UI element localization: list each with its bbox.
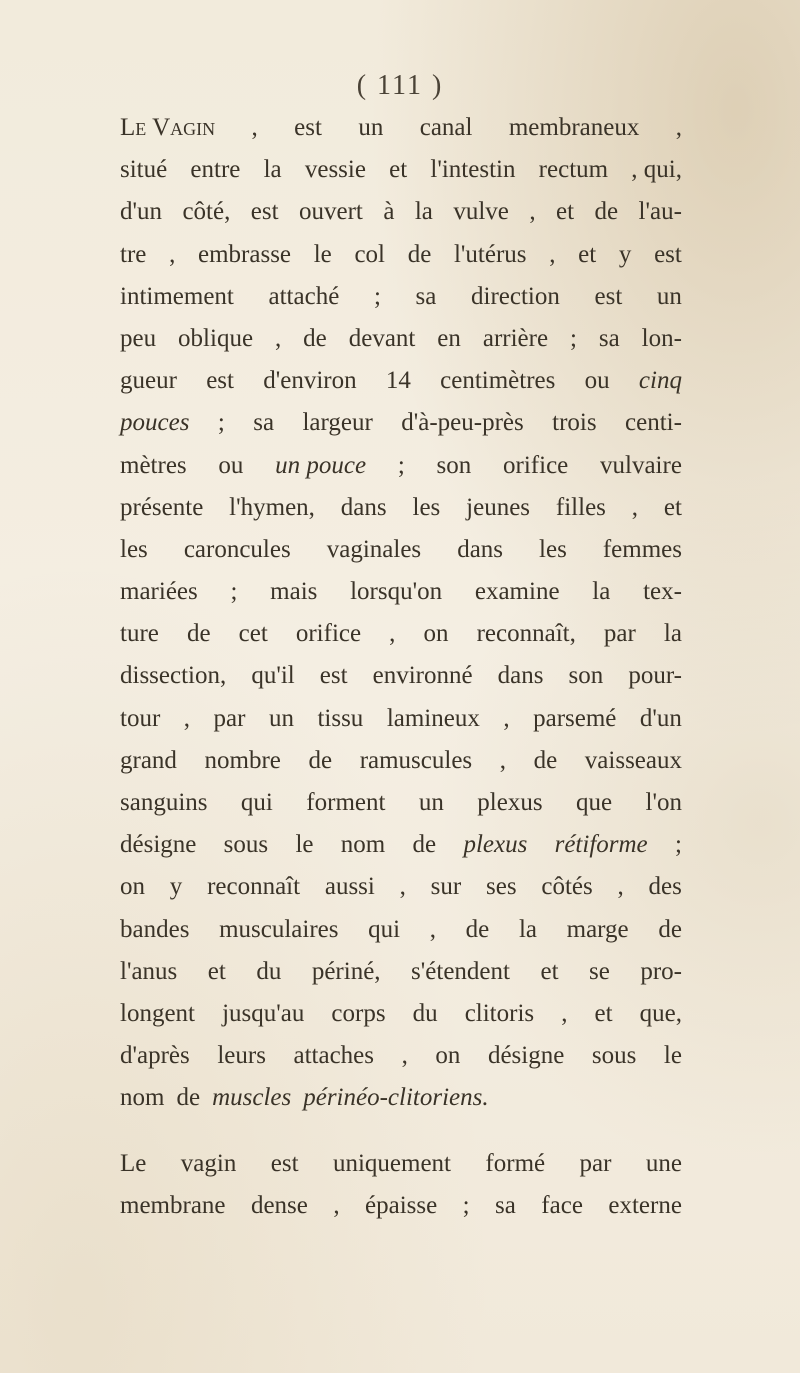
- word: le: [295, 831, 314, 859]
- word: ,: [561, 999, 568, 1027]
- word: le: [663, 1042, 682, 1070]
- word: de: [186, 620, 211, 648]
- word: ,: [401, 1042, 408, 1070]
- word: est: [319, 662, 348, 690]
- word: et: [540, 957, 559, 985]
- word: vulvaire: [600, 451, 682, 479]
- word: musculaires: [219, 915, 339, 943]
- word: attaches: [293, 1042, 375, 1070]
- paragraph: [120, 1143, 682, 1227]
- body-text: [120, 107, 682, 1227]
- word: pouces: [120, 409, 190, 437]
- text-line: [120, 824, 682, 866]
- word: est: [206, 367, 234, 395]
- text-line: [120, 360, 682, 402]
- word: dans: [457, 535, 504, 563]
- word: côtés: [541, 873, 593, 901]
- word: centi-: [625, 409, 682, 437]
- word: ;: [674, 831, 682, 859]
- word: vaisseaux: [584, 746, 682, 774]
- word: de: [308, 746, 333, 774]
- word: marge: [566, 915, 629, 943]
- word: ture: [120, 620, 159, 648]
- word: cet: [238, 620, 268, 648]
- word: l'anus: [120, 957, 178, 985]
- text-line: [120, 613, 682, 655]
- word: pour-: [628, 662, 682, 690]
- word: aussi: [324, 873, 375, 901]
- page-number: ( 111 ): [356, 70, 444, 101]
- word: formé: [485, 1149, 546, 1177]
- word: nom: [120, 1084, 165, 1112]
- word: embrasse: [198, 240, 292, 268]
- word: qu'il: [251, 662, 295, 690]
- word: caroncules: [183, 535, 291, 563]
- word: tre: [120, 240, 147, 268]
- word: grand: [120, 746, 177, 774]
- word: vaginales: [326, 535, 422, 563]
- word: ,: [503, 704, 510, 732]
- word: canal: [419, 114, 473, 141]
- word: entre: [190, 156, 241, 184]
- word: de: [658, 915, 682, 943]
- word: sa: [415, 282, 437, 310]
- word: d'un: [120, 198, 163, 226]
- word: côté,: [182, 198, 231, 226]
- word: un pouce: [275, 451, 367, 479]
- word: son: [568, 662, 604, 690]
- word: plexus: [463, 831, 528, 859]
- word: de: [176, 1084, 201, 1112]
- word: cinq: [638, 367, 682, 395]
- word: externe: [608, 1191, 682, 1219]
- word: on: [120, 873, 145, 901]
- word: on: [435, 1042, 461, 1070]
- word: et: [663, 493, 682, 521]
- word: est: [270, 1149, 299, 1177]
- word: les: [412, 493, 441, 521]
- word: y: [169, 873, 183, 901]
- word: , qui,: [631, 156, 682, 184]
- word: ,: [169, 240, 176, 268]
- word: ouvert: [299, 198, 363, 226]
- word: lamineux: [386, 704, 480, 732]
- word: du: [412, 999, 438, 1027]
- paragraph-gap: [120, 1120, 682, 1143]
- word: dense: [250, 1191, 308, 1219]
- word: est: [594, 282, 623, 310]
- word: de: [465, 915, 490, 943]
- word: de: [303, 324, 327, 352]
- word: situé: [120, 156, 168, 184]
- word: l'utérus: [453, 240, 527, 268]
- word: parsemé: [533, 704, 617, 732]
- word: est: [294, 114, 322, 141]
- word: l'on: [645, 789, 682, 816]
- word: du: [256, 957, 282, 985]
- word: 14: [385, 367, 411, 395]
- word: de: [407, 240, 432, 268]
- word: dans: [340, 493, 387, 521]
- word: est: [654, 240, 682, 268]
- text-line: [120, 107, 682, 149]
- word: tissu: [317, 704, 364, 732]
- word: ;: [462, 1191, 470, 1219]
- word: un: [358, 114, 384, 141]
- word: Le: [120, 1149, 147, 1177]
- word: par: [579, 1149, 612, 1177]
- word: un: [656, 282, 682, 310]
- word: pro-: [640, 957, 682, 985]
- word: ,: [617, 873, 624, 901]
- text-line: [120, 571, 682, 613]
- word: ,: [549, 240, 556, 268]
- word: Le Vagin: [120, 114, 216, 141]
- word: sanguins: [120, 789, 208, 816]
- word: périné,: [311, 957, 381, 985]
- word: ,: [631, 493, 639, 521]
- word: ,: [529, 198, 536, 226]
- word: sa: [253, 409, 275, 437]
- word: clitoris: [464, 999, 535, 1027]
- text-line: [120, 402, 682, 444]
- word: centimètres: [440, 367, 556, 395]
- word: ,: [429, 915, 437, 943]
- word: devant: [348, 324, 416, 352]
- word: ses: [486, 873, 517, 901]
- word: attaché: [268, 282, 340, 310]
- text-line: [120, 276, 682, 318]
- word: par: [603, 620, 636, 648]
- word: de: [412, 831, 437, 859]
- word: lon-: [641, 324, 682, 352]
- text-line: [120, 1035, 682, 1077]
- word: col: [354, 240, 385, 268]
- word: s'étendent: [411, 957, 510, 985]
- word: ,: [274, 324, 282, 352]
- word: épaisse: [365, 1191, 438, 1219]
- word: uniquement: [332, 1149, 451, 1177]
- word: à: [383, 198, 395, 226]
- word: ou: [218, 451, 244, 479]
- word: le: [313, 240, 332, 268]
- word: nombre: [204, 746, 281, 774]
- word: membrane: [120, 1191, 226, 1219]
- word: ou: [584, 367, 610, 395]
- word: longent: [120, 999, 195, 1027]
- word: de: [533, 746, 558, 774]
- word: largeur: [302, 409, 373, 437]
- word: jeunes: [466, 493, 531, 521]
- word: périnéo-clitoriens.: [303, 1084, 489, 1112]
- word: ,: [183, 704, 191, 732]
- word: que: [575, 789, 613, 816]
- text-line: [120, 866, 682, 908]
- word: qui: [240, 789, 273, 816]
- word: sa: [495, 1191, 516, 1219]
- text-line: [120, 1077, 682, 1119]
- word: désigne: [120, 831, 197, 859]
- word: lorsqu'on: [350, 578, 443, 606]
- text-line: [120, 951, 682, 993]
- word: ;: [570, 324, 577, 352]
- word: par: [213, 704, 246, 732]
- text-line: [120, 318, 682, 360]
- word: d'après: [120, 1042, 190, 1070]
- text-line: [120, 149, 682, 191]
- word: rectum: [538, 156, 609, 184]
- text-line: [120, 445, 682, 487]
- word: la: [518, 915, 537, 943]
- word: vagin: [180, 1149, 237, 1177]
- word: d'un: [639, 704, 682, 732]
- text-line: [120, 782, 682, 824]
- text-line: [120, 1185, 682, 1227]
- word: des: [648, 873, 682, 901]
- word: la: [592, 578, 611, 606]
- word: intimement: [120, 282, 234, 310]
- word: d'environ: [263, 367, 357, 395]
- word: ;: [397, 451, 405, 479]
- word: la: [263, 156, 282, 184]
- word: ,: [675, 114, 682, 141]
- word: trois: [552, 409, 597, 437]
- word: ,: [499, 746, 506, 774]
- text-line: [120, 1143, 682, 1185]
- word: ramuscules: [359, 746, 473, 774]
- word: reconnaît,: [476, 620, 576, 648]
- word: ,: [399, 873, 406, 901]
- word: l'au-: [638, 198, 682, 226]
- word: un: [418, 789, 444, 816]
- word: reconnaît: [207, 873, 301, 901]
- word: et: [556, 198, 575, 226]
- word: direction: [471, 282, 560, 310]
- word: et: [594, 999, 613, 1027]
- word: et: [389, 156, 408, 184]
- word: ,: [333, 1191, 340, 1219]
- text-line: [120, 993, 682, 1035]
- word: une: [645, 1149, 682, 1177]
- word: les: [120, 535, 148, 563]
- word: leurs: [217, 1042, 266, 1070]
- word: environné: [372, 662, 473, 690]
- word: les: [539, 535, 567, 563]
- word: ,: [251, 114, 258, 141]
- word: peu: [120, 324, 157, 352]
- word: l'hymen,: [229, 493, 315, 521]
- word: que,: [639, 999, 682, 1027]
- text-line: [120, 909, 682, 951]
- word: corps: [331, 999, 386, 1027]
- text-line: [120, 487, 682, 529]
- text-line: [120, 740, 682, 782]
- word: d'à-peu-près: [401, 409, 524, 437]
- word: y: [618, 240, 632, 268]
- word: sous: [223, 831, 269, 859]
- word: ,: [389, 620, 396, 648]
- word: tex-: [643, 578, 682, 606]
- word: forment: [306, 789, 386, 816]
- word: dissection,: [120, 662, 227, 690]
- word: dans: [497, 662, 544, 690]
- word: est: [250, 198, 279, 226]
- word: mariées: [120, 578, 198, 606]
- word: ;: [230, 578, 238, 606]
- word: se: [589, 957, 610, 985]
- text-line: [120, 234, 682, 276]
- word: jusqu'au: [222, 999, 305, 1027]
- word: l'intestin: [430, 156, 516, 184]
- word: désigne: [487, 1042, 565, 1070]
- word: et: [207, 957, 226, 985]
- word: bandes: [120, 915, 190, 943]
- word: muscles: [212, 1084, 292, 1112]
- word: filles: [555, 493, 606, 521]
- text-line: [120, 698, 682, 740]
- word: ;: [217, 409, 225, 437]
- word: sa: [598, 324, 620, 352]
- word: et: [578, 240, 597, 268]
- word: arrière: [482, 324, 549, 352]
- word: ;: [373, 282, 381, 310]
- word: sous: [591, 1042, 637, 1070]
- word: plexus: [477, 789, 543, 816]
- word: la: [414, 198, 433, 226]
- word: femmes: [602, 535, 682, 563]
- text-line: [120, 191, 682, 233]
- word: on: [423, 620, 449, 648]
- word: oblique: [178, 324, 254, 352]
- word: de: [594, 198, 619, 226]
- word: orifice: [503, 451, 569, 479]
- word: face: [541, 1191, 583, 1219]
- word: mais: [270, 578, 318, 606]
- text-line: [120, 529, 682, 571]
- word: rétiforme: [554, 831, 648, 859]
- paragraph: [120, 107, 682, 1120]
- word: nom: [340, 831, 386, 859]
- word: gueur: [120, 367, 177, 395]
- word: tour: [120, 704, 161, 732]
- word: vessie: [304, 156, 366, 184]
- word: sur: [430, 873, 462, 901]
- word: son: [436, 451, 472, 479]
- word: en: [437, 324, 461, 352]
- word: orifice: [295, 620, 362, 648]
- word: mètres: [120, 451, 187, 479]
- word: présente: [120, 493, 204, 521]
- word: vulve: [453, 198, 509, 226]
- word: qui: [368, 915, 401, 943]
- word: un: [268, 704, 294, 732]
- word: membraneux: [508, 114, 640, 141]
- word: examine: [474, 578, 560, 606]
- text-line: [120, 655, 682, 697]
- word: la: [663, 620, 682, 648]
